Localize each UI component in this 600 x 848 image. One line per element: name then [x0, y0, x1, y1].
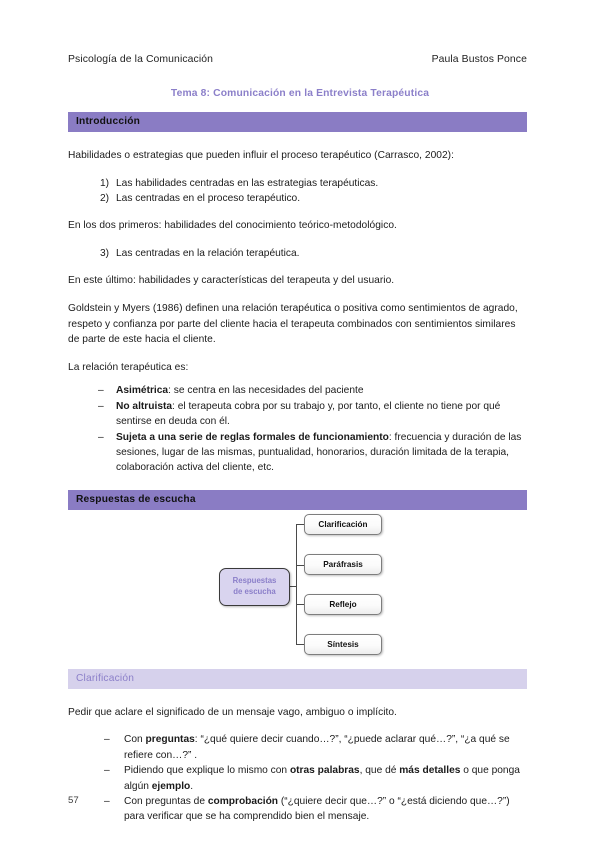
diagram-root-label-line2: de escucha [233, 586, 276, 596]
list-item-text: : el terapeuta cobra por su trabajo y, por tanto, el cliente no tiene por qué sentirse en deuda con él. [116, 400, 501, 428]
diagram-node-sintesis [304, 634, 382, 655]
list-item-text: Con [124, 734, 146, 746]
list-item-text: : “¿qué quiere decir cuando…?”, “¿puede aclarar qué…?”, “¿a qué se refiere con…?” . [124, 734, 510, 761]
list-item-text: : frecuencia y duración de las sesiones, lugar de las mismas, puntualidad, honorarios, duración limitada de la terapia, colaboración activa del cliente, etc. [116, 431, 522, 474]
list-marker: 2) [100, 193, 110, 204]
intro-numbered-list-a [68, 176, 527, 207]
intro-paragraph-4: Goldstein y Myers (1986) definen una relación terapéutica o positiva como sentimientos de agrado, respeto y confianza por parte del cliente hacia el terapeuta combinados con sentimientos similares de parte de este hacia el cliente. [68, 303, 518, 346]
list-item-emphasis: comprobación [207, 796, 279, 808]
list-item-text: Las centradas en el proceso terapéutico. [116, 193, 301, 204]
list-item-emphasis: Asimétrica [116, 385, 169, 397]
diagram-node-label: Síntesis [327, 639, 359, 649]
list-marker: – [98, 431, 104, 443]
list-item [68, 176, 527, 191]
list-item [68, 763, 527, 794]
list-item-text: (“¿quiere decir que…?” o “¿está diciendo que…?”) para verificar que se ha comprendido bien el mensaje. [124, 796, 510, 823]
section-header-respuestas-escucha: Respuestas de escucha [68, 490, 527, 510]
list-marker: – [98, 400, 104, 412]
diagram-root-label-line1: Respuestas [232, 576, 277, 586]
running-header [68, 54, 527, 65]
diagram-node-parafrasis [304, 554, 382, 575]
intro-paragraph-5: La relación terapéutica es: [68, 361, 189, 373]
diagram-node-label: Clarificación [318, 519, 368, 529]
list-marker: – [104, 796, 110, 808]
list-item-emphasis: más detalles [399, 765, 461, 777]
intro-paragraph-1: Habilidades o estrategias que pueden influir el proceso terapéutico (Carrasco, 2002): [68, 150, 454, 161]
list-item-emphasis: Sujeta a una serie de reglas formales de funcionamiento [116, 431, 389, 443]
list-item-text: : se centra en las necesidades del paciente [168, 385, 364, 397]
diagram-root-node [219, 568, 290, 606]
list-item-text: Las centradas en la relación terapéutica. [116, 248, 300, 259]
list-marker: – [98, 385, 104, 397]
section-header-introduccion: Introducción [68, 112, 527, 132]
list-item-emphasis: No altruista [116, 400, 173, 412]
list-marker: – [104, 734, 110, 746]
list-item [68, 383, 527, 398]
header-author-name: Paula Bustos Ponce [431, 54, 527, 65]
list-item-text: o que ponga algún [124, 765, 520, 792]
list-item-emphasis: ejemplo [151, 780, 191, 792]
list-item-emphasis: preguntas [145, 734, 195, 746]
list-item-text: , que dé [359, 765, 400, 777]
list-item-text: Con preguntas de [124, 796, 208, 808]
list-item [68, 430, 527, 476]
page-title: Tema 8: Comunicación en la Entrevista Terapéutica [170, 88, 430, 99]
intro-paragraph-3: En este último: habilidades y características del terapeuta y del usuario. [68, 275, 395, 287]
diagram-node-reflejo [304, 594, 382, 615]
intro-numbered-list-b [68, 246, 527, 261]
relacion-terapeutica-bullets [68, 383, 527, 475]
clarificacion-paragraph-1: Pedir que aclare el significado de un mensaje vago, ambiguo o implícito. [68, 706, 397, 718]
list-item [68, 794, 527, 825]
intro-paragraph-2: En los dos primeros: habilidades del conocimiento teórico-metodológico. [68, 220, 397, 232]
list-marker: – [104, 765, 110, 777]
list-item [68, 191, 527, 206]
respuestas-escucha-diagram [68, 510, 527, 660]
list-marker: 3) [100, 248, 110, 259]
clarificacion-bullets [68, 732, 527, 824]
list-marker: 1) [100, 177, 110, 189]
list-item [68, 732, 527, 763]
diagram-trunk-connector [296, 524, 297, 644]
list-item [68, 399, 527, 430]
list-item-text: Pidiendo que explique lo mismo con [124, 765, 290, 777]
diagram-node-clarificacion [304, 514, 382, 535]
content-column [68, 112, 527, 825]
page-number: 57 [68, 795, 79, 806]
list-item [68, 246, 527, 261]
list-item-text: . [190, 780, 194, 792]
list-item-emphasis: otras palabras [289, 765, 360, 777]
list-item-text: Las habilidades centradas en las estrategias terapéuticas. [116, 177, 379, 189]
diagram-node-label: Reflejo [329, 599, 357, 609]
header-course-title: Psicología de la Comunicación [68, 54, 213, 65]
diagram-node-label: Paráfrasis [323, 559, 363, 569]
section-header-clarificacion: Clarificación [68, 669, 527, 689]
